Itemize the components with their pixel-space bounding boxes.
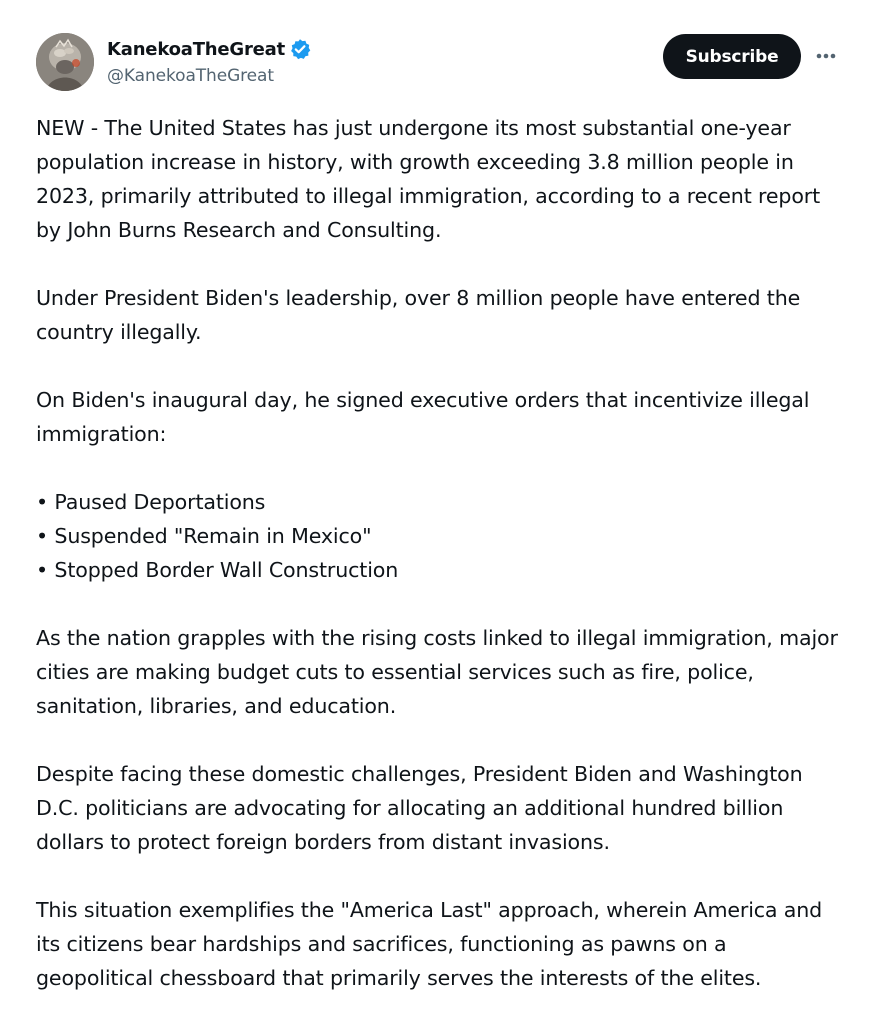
post-paragraph: Despite facing these domestic challenges, President Biden and Washington D.C. politicians are advocating for allocating an additional hundred billion dollars to protect foreign borders from distant invasions. [36,762,803,854]
author-info [107,36,311,86]
post-paragraph: NEW - The United States has just undergone its most substantial one-year population increase in history, with growth exceeding 3.8 million people in 2023, primarily attributed to illegal immigration, according to a recent report by John Burns Research and Consulting. [36,116,821,242]
display-name-row [107,36,311,62]
bullet-item: • Stopped Border Wall Construction [36,558,399,582]
more-horizontal-icon[interactable] [812,44,840,68]
post-header [36,33,844,93]
post-body [36,111,846,1029]
subscribe-button[interactable]: Subscribe [663,34,801,79]
display-name[interactable]: KanekoaTheGreat [107,38,286,60]
bullet-item: • Paused Deportations [36,490,266,514]
avatar[interactable] [36,33,94,91]
avatar-image [36,33,94,91]
post-paragraph: Under President Biden's leadership, over 8 million people have entered the country illegally. [36,286,801,344]
verified-badge-icon [289,38,311,60]
post-paragraph: As the nation grapples with the rising costs linked to illegal immigration, major cities are making budget cuts to essential services such as fire, police, sanitation, libraries, and education. [36,626,838,718]
bullet-item: • Suspended "Remain in Mexico" [36,524,372,548]
post-paragraph: On Biden's inaugural day, he signed executive orders that incentivize illegal immigration: [36,388,810,446]
author-handle[interactable]: @KanekoaTheGreat [107,66,274,86]
post-paragraph: This situation exemplifies the "America Last" approach, wherein America and its citizens bear hardships and sacrifices, functioning as pawns on a geopolitical chessboard that primarily serves the interests of the elites. [36,898,823,990]
bullet-list [36,485,846,587]
